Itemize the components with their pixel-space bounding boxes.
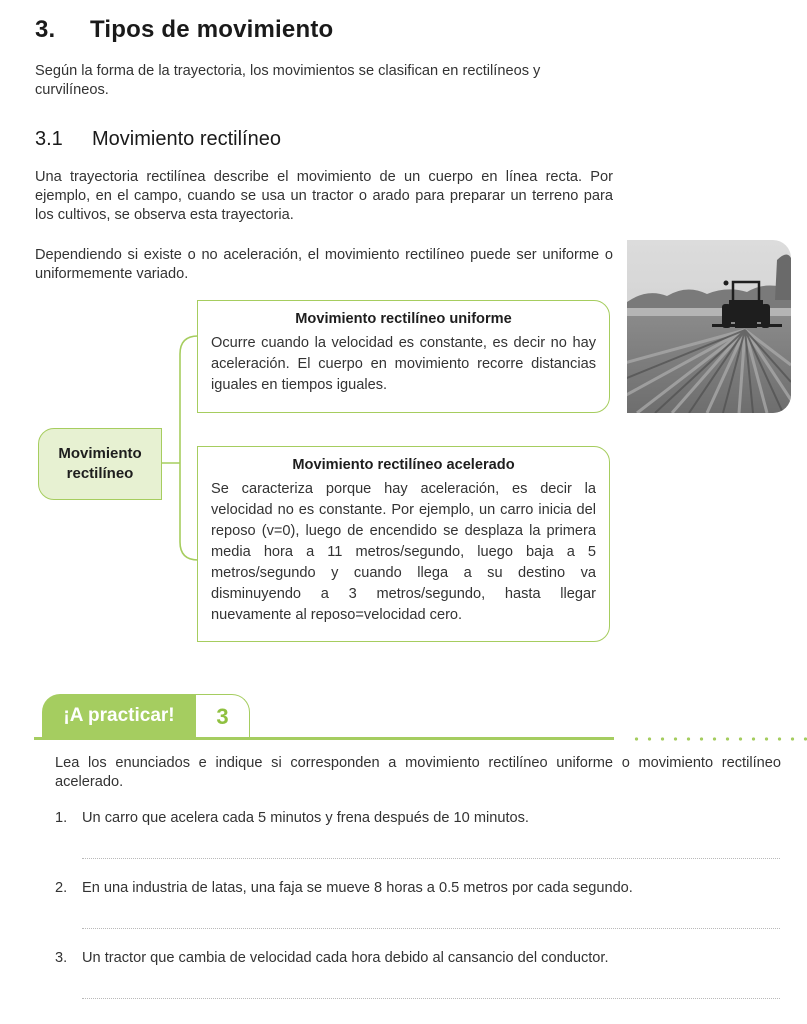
diagram-branch-accelerated	[197, 446, 610, 642]
question-item	[55, 810, 529, 826]
question-text: Un tractor que cambia de velocidad cada hora debido al cansancio del conductor.	[82, 950, 609, 966]
answer-line[interactable]	[82, 858, 780, 859]
question-number: 3.	[55, 950, 68, 966]
subsection-paragraph-1: Una trayectoria rectilínea describe el movimiento de un cuerpo en línea recta. Por ejemplo, en el campo, cuando se usa un tractor o arado para preparar un terreno para los cultivos, se observa esta trayectoria.	[35, 169, 613, 223]
question-item	[55, 950, 609, 966]
answer-line[interactable]	[82, 928, 780, 929]
subsection-heading	[35, 128, 281, 151]
answer-line[interactable]	[82, 998, 780, 999]
section-intro: Según la forma de la trayectoria, los movimientos se clasifican en rectilíneos y curvilíneos.	[35, 63, 541, 98]
dotted-divider	[630, 737, 807, 741]
diagram-branch-uniform	[197, 300, 610, 413]
question-text: Un carro que acelera cada 5 minutos y frena después de 10 minutos.	[82, 810, 529, 826]
question-item	[55, 880, 633, 896]
question-number: 2.	[55, 880, 68, 896]
branch-body: Se caracteriza porque hay aceleración, es decir la velocidad no es constante. Por ejemplo, un carro inicia del reposo (v=0), luego de encendido se desplaza la primera media hora a 11 metros/segundo, luego baja a 5 metros/segundo y cuando llega a su destino va disminuyendo a 3 metros/segundo, hasta llegar nuevamente al reposo=velocidad cero.	[211, 481, 596, 623]
subsection-title: Movimiento rectilíneo	[92, 128, 281, 150]
question-text: En una industria de latas, una faja se mueve 8 horas a 0.5 metros por cada segundo.	[82, 880, 633, 896]
tractor-photo	[627, 240, 791, 413]
branch-title: Movimiento rectilíneo acelerado	[292, 457, 515, 473]
practice-number-badge: 3	[196, 694, 250, 738]
section-heading	[35, 16, 333, 44]
branch-title: Movimiento rectilíneo uniforme	[295, 311, 512, 327]
practice-instruction: Lea los enunciados e indique si corresponden a movimiento rectilíneo uniforme o movimiento rectilíneo acelerado.	[55, 755, 781, 790]
subsection-paragraph-2: Dependiendo si existe o no aceleración, el movimiento rectilíneo puede ser uniforme o uniformemente variado.	[35, 247, 613, 282]
practice-divider	[34, 737, 614, 740]
question-number: 1.	[55, 810, 68, 826]
branch-body: Ocurre cuando la velocidad es constante, es decir no hay aceleración. El cuerpo en movimiento recorre distancias iguales en tiempos iguales.	[211, 335, 596, 393]
section-title: Tipos de movimiento	[90, 16, 334, 43]
tractor-photo-icon	[627, 240, 791, 413]
section-number: 3.	[35, 16, 56, 43]
diagram-root-node: Movimiento rectilíneo	[38, 428, 162, 500]
practice-tab-label: ¡A practicar!	[42, 694, 196, 738]
subsection-number: 3.1	[35, 128, 63, 150]
